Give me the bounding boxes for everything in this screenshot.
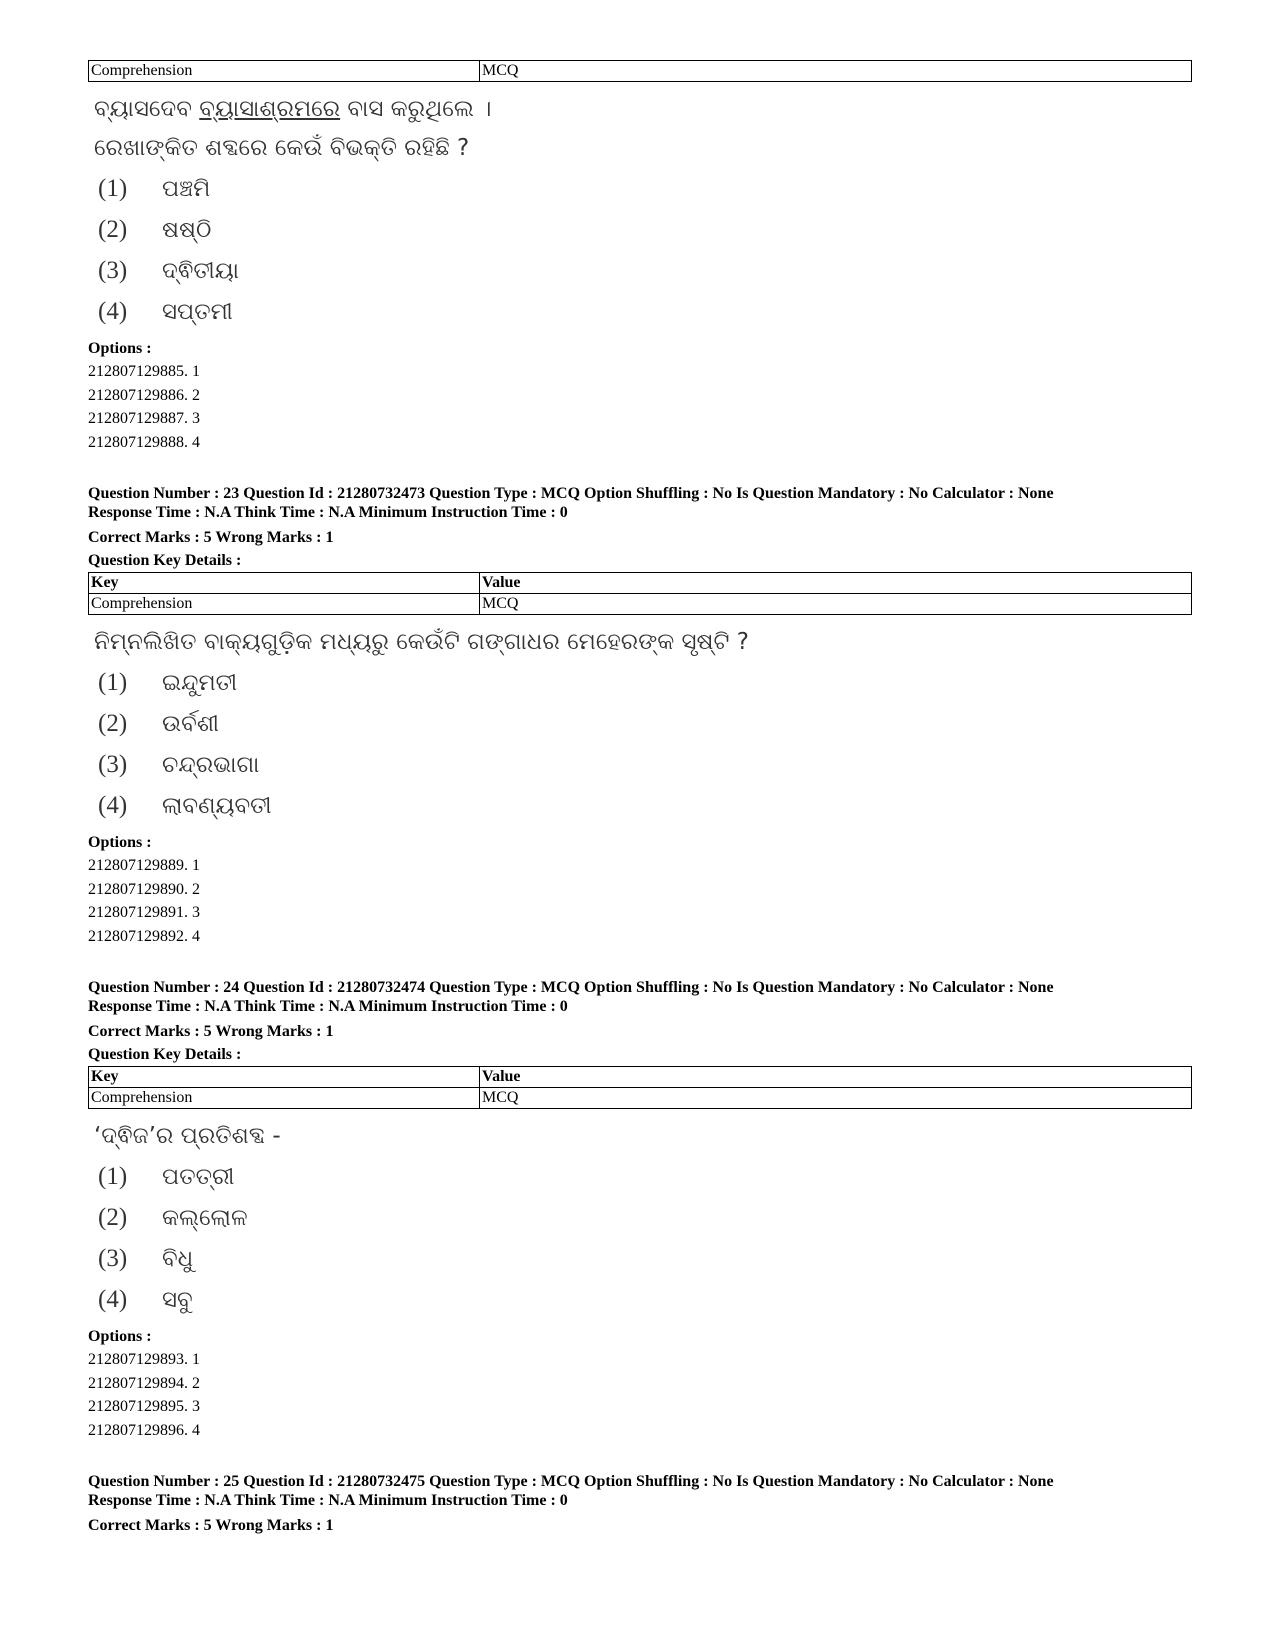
choice-text: ବିଧୁ bbox=[162, 1246, 194, 1272]
key-cell: Comprehension bbox=[89, 1088, 480, 1109]
choice-text: ଇନ୍ଦୁମତୀ bbox=[162, 670, 238, 696]
choice-item bbox=[98, 1279, 1192, 1320]
option-id: 212807129887. 3 bbox=[88, 410, 200, 427]
choice-number: (4) bbox=[98, 792, 128, 819]
choice-item bbox=[98, 209, 1192, 250]
value-cell: MCQ bbox=[480, 594, 1192, 615]
choice-item bbox=[98, 1238, 1192, 1279]
choice-number: (1) bbox=[98, 1163, 128, 1190]
option-id: 212807129895. 3 bbox=[88, 1398, 200, 1415]
choice-text: ଚନ୍ଦ୍ରଭାଗା bbox=[162, 752, 260, 778]
choice-item bbox=[98, 1197, 1192, 1238]
choice-text: ସପ୍ତମୀ bbox=[162, 299, 233, 325]
choice-item bbox=[98, 785, 1192, 826]
question-meta-line1: Question Number : 24 Question Id : 21280732474 Question Type : MCQ Option Shuffling : No Is Question Mandatory : No Calculator : None bbox=[88, 979, 1054, 996]
choice-text: ପଞ୍ଚମି bbox=[162, 176, 211, 202]
table-row bbox=[89, 1088, 1192, 1109]
choice-list bbox=[88, 662, 1192, 826]
value-cell: MCQ bbox=[480, 61, 1192, 82]
question-22 bbox=[88, 60, 1192, 454]
choice-number: (3) bbox=[98, 751, 128, 778]
marks-line: Correct Marks : 5 Wrong Marks : 1 bbox=[88, 1023, 334, 1040]
choice-text: ପତତ୍ରୀ bbox=[162, 1164, 235, 1190]
option-id: 212807129890. 2 bbox=[88, 880, 200, 898]
options-label: Options : bbox=[88, 834, 152, 851]
choice-list bbox=[88, 168, 1192, 332]
key-details-heading: Question Key Details : bbox=[88, 552, 242, 569]
option-id: 212807129893. 1 bbox=[88, 1351, 200, 1368]
choice-item bbox=[98, 1156, 1192, 1197]
choice-item bbox=[98, 250, 1192, 291]
choice-number: (4) bbox=[98, 1286, 128, 1313]
question-text: ‘ଦ୍ଵିଜ’ର ପ୍ରତିଶବ୍ଦ - bbox=[94, 1123, 281, 1149]
statement-end: ବାସ କରୁଥିଲେ । bbox=[340, 96, 492, 122]
question-meta-line1: Question Number : 23 Question Id : 21280732473 Question Type : MCQ Option Shuffling : No Is Question Mandatory : No Calculator : None bbox=[88, 485, 1054, 502]
choice-item bbox=[98, 291, 1192, 332]
choice-number: (3) bbox=[98, 1245, 128, 1272]
question-text: ନିମ୍ନଲିଖିତ ବାକ୍ୟଗୁଡ଼ିକ ମଧ୍ୟରୁ କେଉଁଟି ଗଙ୍ଗାଧର ମେହେରଙ୍କ ସୃଷ୍ଟି ? bbox=[94, 629, 749, 655]
key-details-table bbox=[88, 572, 1192, 615]
choice-number: (2) bbox=[98, 710, 128, 737]
option-id: 212807129885. 1 bbox=[88, 363, 200, 380]
option-id: 212807129888. 4 bbox=[88, 433, 200, 451]
question-23 bbox=[88, 484, 1192, 948]
choice-text: ଦ୍ଵିତୀୟା bbox=[162, 258, 240, 284]
choice-number: (1) bbox=[98, 175, 128, 202]
document-page bbox=[88, 60, 1192, 1537]
table-header-row bbox=[89, 573, 1192, 594]
question-24 bbox=[88, 978, 1192, 1442]
option-id: 212807129891. 3 bbox=[88, 904, 200, 921]
value-header: Value bbox=[480, 1067, 1192, 1088]
choice-item bbox=[98, 703, 1192, 744]
key-details-table bbox=[88, 1066, 1192, 1109]
options-label: Options : bbox=[88, 1328, 152, 1345]
question-25 bbox=[88, 1472, 1192, 1537]
choice-text: ଉର୍ବଶୀ bbox=[162, 711, 219, 737]
option-id: 212807129896. 4 bbox=[88, 1421, 200, 1439]
question-text: ରେଖାଙ୍କିତ ଶବ୍ଦରେ କେଉଁ ବିଭକ୍ତି ରହିଛି ? bbox=[94, 135, 470, 161]
table-row bbox=[89, 594, 1192, 615]
value-header: Value bbox=[480, 573, 1192, 594]
choice-text: ଲାବଣ୍ୟବତୀ bbox=[162, 793, 272, 819]
question-meta-line2: Response Time : N.A Think Time : N.A Minimum Instruction Time : 0 bbox=[88, 1492, 568, 1509]
choice-list bbox=[88, 1156, 1192, 1320]
key-header: Key bbox=[89, 573, 480, 594]
marks-line: Correct Marks : 5 Wrong Marks : 1 bbox=[88, 529, 334, 546]
choice-text: ଷଷ୍ଠି bbox=[162, 217, 212, 243]
option-id: 212807129892. 4 bbox=[88, 927, 200, 945]
marks-line: Correct Marks : 5 Wrong Marks : 1 bbox=[88, 1517, 334, 1534]
option-id: 212807129889. 1 bbox=[88, 857, 200, 874]
key-header: Key bbox=[89, 1067, 480, 1088]
underlined-word: ବ୍ୟାସାଶ୍ରମରେ bbox=[199, 96, 341, 122]
table-row bbox=[89, 61, 1192, 82]
choice-item bbox=[98, 662, 1192, 703]
question-statement bbox=[94, 90, 1192, 129]
choice-text: କଲ୍ଲୋଳ bbox=[162, 1205, 248, 1231]
key-cell: Comprehension bbox=[89, 594, 480, 615]
choice-number: (2) bbox=[98, 216, 128, 243]
value-cell: MCQ bbox=[480, 1088, 1192, 1109]
choice-item bbox=[98, 744, 1192, 785]
question-meta-line2: Response Time : N.A Think Time : N.A Minimum Instruction Time : 0 bbox=[88, 998, 568, 1015]
key-details-heading: Question Key Details : bbox=[88, 1046, 242, 1063]
choice-number: (1) bbox=[98, 669, 128, 696]
option-id: 212807129894. 2 bbox=[88, 1374, 200, 1392]
question-meta-line2: Response Time : N.A Think Time : N.A Minimum Instruction Time : 0 bbox=[88, 504, 568, 521]
choice-number: (4) bbox=[98, 298, 128, 325]
choice-number: (3) bbox=[98, 257, 128, 284]
question-meta-line1: Question Number : 25 Question Id : 21280732475 Question Type : MCQ Option Shuffling : No Is Question Mandatory : No Calculator : None bbox=[88, 1473, 1054, 1490]
choice-number: (2) bbox=[98, 1204, 128, 1231]
options-label: Options : bbox=[88, 340, 152, 357]
statement-start: ବ୍ୟାସଦେବ bbox=[94, 96, 200, 122]
choice-text: ସବୁ bbox=[162, 1287, 193, 1313]
key-cell: Comprehension bbox=[89, 61, 480, 82]
choice-item bbox=[98, 168, 1192, 209]
key-details-table bbox=[88, 60, 1192, 82]
option-id: 212807129886. 2 bbox=[88, 386, 200, 404]
table-header-row bbox=[89, 1067, 1192, 1088]
